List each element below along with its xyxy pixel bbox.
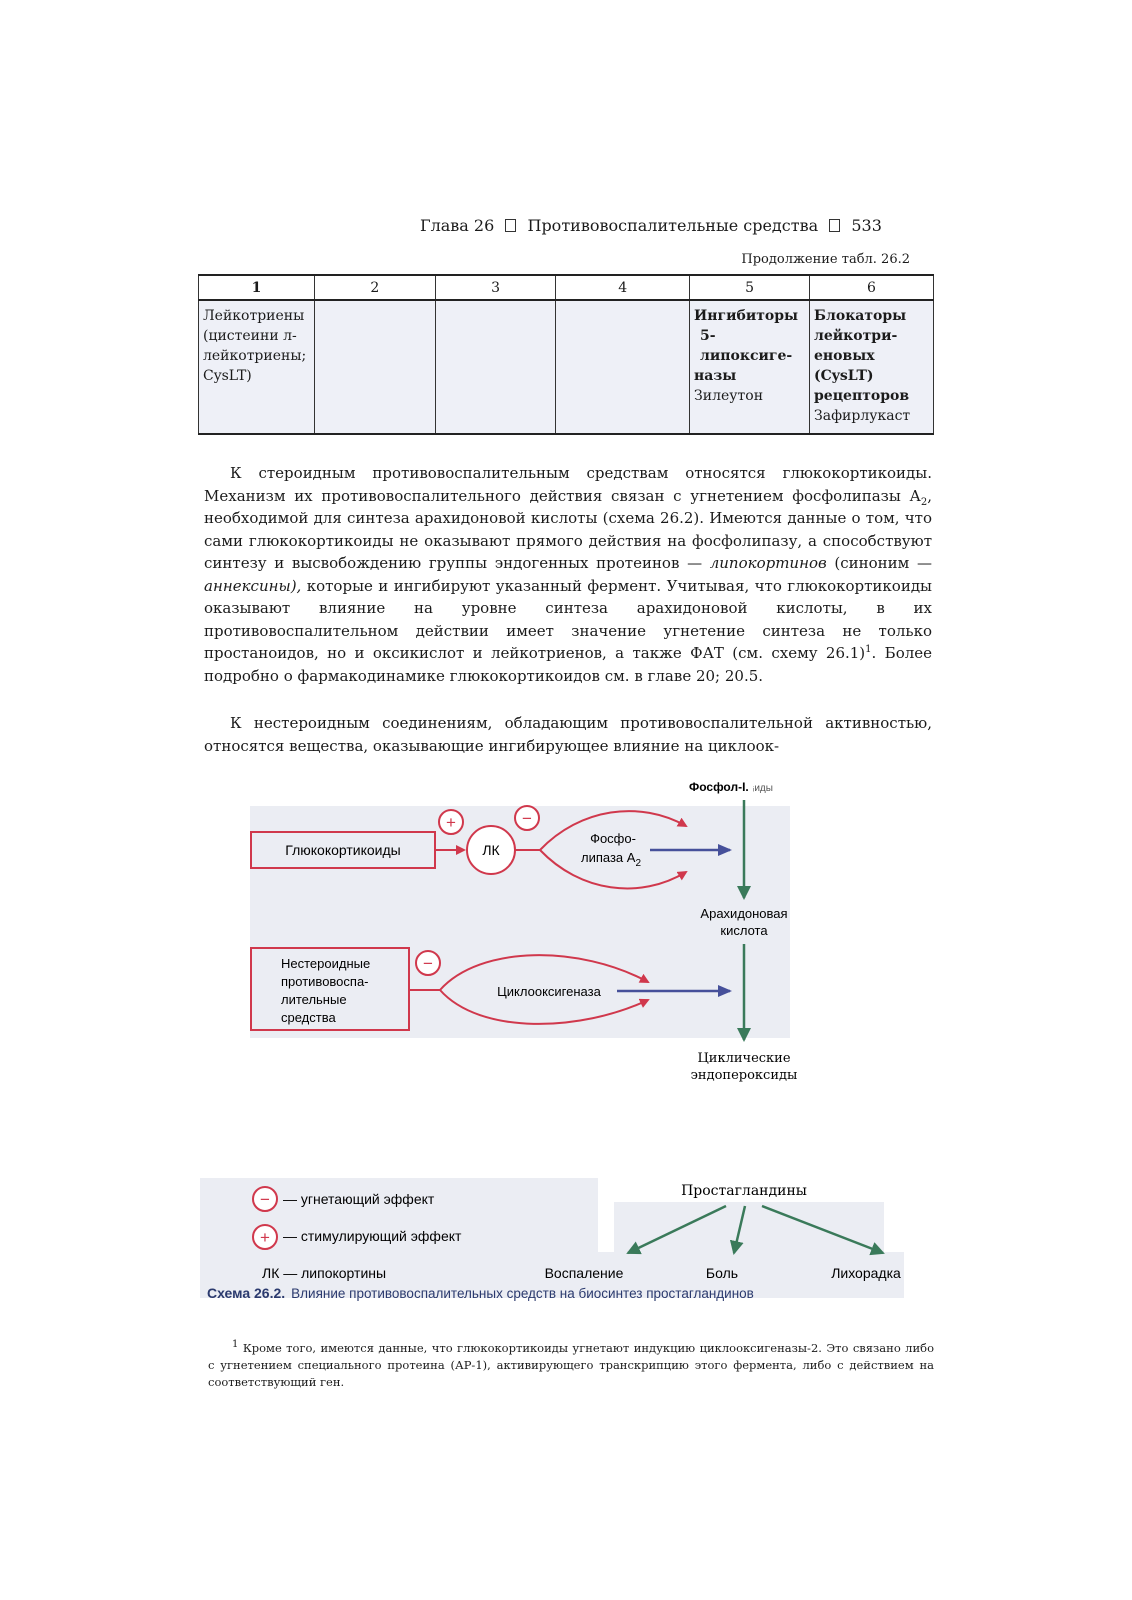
drug-name: Зилеутон xyxy=(694,388,764,404)
legend-minus-text: — угнетающий эффект xyxy=(283,1191,435,1207)
text-run: , необходимой для синтеза арахидоновой кислоты (схема 26.2). Имеются данные о том, что сами глюкокортикоиды не оказывают прямого действия на фосфолипазу, а способствуют синтезу и высвобождению группы эндогенных протеинов — xyxy=(204,486,932,572)
outcome-fever: Лихорадка xyxy=(831,1265,901,1281)
italic-term: аннексины), xyxy=(204,576,302,595)
nsaid-label: средства xyxy=(281,1010,336,1025)
cell-line: назы xyxy=(694,368,737,384)
legend-plus-text: — стимулирующий эффект xyxy=(283,1228,462,1244)
footnote xyxy=(208,1340,934,1391)
cell-line: рецепторов xyxy=(814,388,910,404)
cell-line: (CysLT) xyxy=(814,368,874,384)
minus-sign: − xyxy=(423,954,433,973)
column-header: 6 xyxy=(810,275,934,300)
italic-term: липокортинов xyxy=(709,554,827,572)
column-header: 5 xyxy=(690,275,810,300)
subscript: 2 xyxy=(920,496,928,508)
endoperoxides-label: эндопероксиды xyxy=(690,1068,798,1083)
nsaid-label: противовоспа- xyxy=(281,974,369,989)
cell-line: (цистеини л- xyxy=(203,328,297,344)
glucocorticoids-label: Глюкокортикоиды xyxy=(285,842,401,858)
column-header: 1 xyxy=(199,275,315,300)
column-header: 3 xyxy=(435,275,556,300)
cell-line: лейкотри- xyxy=(814,328,898,344)
footnote-ref: 1 xyxy=(865,644,872,655)
cell-line: CysLT) xyxy=(203,368,252,384)
cell-line: 5-липоксиге- xyxy=(700,328,793,364)
outcomes-panel xyxy=(614,1202,884,1254)
text-run: . Более подробно о фармакодинамике глюкокортикоидов см. в главе 20; 20.5. xyxy=(204,644,933,685)
scheme-caption: Схема 26.2. Влияние противовоспалительных средств на биосинтез простагландинов xyxy=(207,1285,754,1301)
minus-sign: − xyxy=(522,809,532,828)
cell-line: Ингибиторы xyxy=(694,308,799,324)
drug-name: Зафирлукаст xyxy=(814,408,911,424)
text-run: которые и ингибируют указанный фермент. Учитывая, что глюкокортикоиды оказывают влияние на уровне синтеза арахидоновой кислоты, в их противовоспалительном действии имеет значение угнетение синтеза не только простаноидов, но и оксикислот и лейкотриенов, а также ФАТ (см. схему 26.1) xyxy=(204,576,932,662)
paragraph-nsaids: К нестероидным соединениям, обладающим противовоспалительной активностью, относятся вещества, оказывающие ингибирующее влияние на циклоок- xyxy=(204,714,932,755)
phospholipase-label: липаза $A_2$ xyxy=(580,850,642,869)
nsaid-label: Нестероидные xyxy=(281,956,371,971)
table-continuation-label: Продолжение табл. 26.2 xyxy=(741,252,910,267)
lipocortin-label: ЛК xyxy=(482,842,500,858)
text-run: К стероидным противовоспалительным средствам относятся глюкокортикоиды. Механизм их противовоспалительного действия связан с угнетением фосфолипазы А xyxy=(204,464,932,505)
column-header: 4 xyxy=(556,275,690,300)
nsaid-label: лительные xyxy=(281,992,347,1007)
footnote-text: Кроме того, имеются данные, что глюкокортикоиды угнетают индукцию циклооксигеназы-2. Это связано либо с угнетением специального протеина (АР-1), активирующего транскрипцию этого фермента, либо с действием на соответствующий ген. xyxy=(208,1341,934,1389)
chapter-label: Глава 26 xyxy=(420,216,495,235)
cell-line: еновых xyxy=(814,348,875,364)
cell-line: Блокаторы xyxy=(814,308,907,324)
cell-line: Лейкотриены xyxy=(203,308,305,324)
outcome-inflammation: Воспаление xyxy=(544,1265,624,1281)
page-number: 533 xyxy=(851,216,882,235)
phospholipase-label: Фосфо- xyxy=(590,831,636,846)
footnote-mark: 1 xyxy=(232,1339,239,1351)
prostaglandins-label: Простагландины xyxy=(681,1183,807,1199)
arachidonic-acid-label: Арахидоновая xyxy=(700,906,788,921)
plus-sign: + xyxy=(446,813,456,832)
minus-sign: − xyxy=(260,1190,270,1209)
phospholipids-label: Фосфол-I. ᵢиды xyxy=(689,780,773,794)
text-run: (синоним — xyxy=(826,554,932,572)
endoperoxides-label: Циклические xyxy=(697,1051,791,1066)
plus-sign: + xyxy=(260,1228,270,1247)
arachidonic-acid-label: кислота xyxy=(720,923,768,938)
outcome-pain: Боль xyxy=(705,1265,739,1281)
cell-line: лейкотриены; xyxy=(203,348,307,364)
legend-lk-text: ЛК — липокортины xyxy=(262,1265,387,1281)
chapter-title: Противовоспалительные средства xyxy=(527,216,819,235)
cyclooxygenase-label: Циклооксигеназа xyxy=(497,984,601,999)
column-header: 2 xyxy=(314,275,435,300)
